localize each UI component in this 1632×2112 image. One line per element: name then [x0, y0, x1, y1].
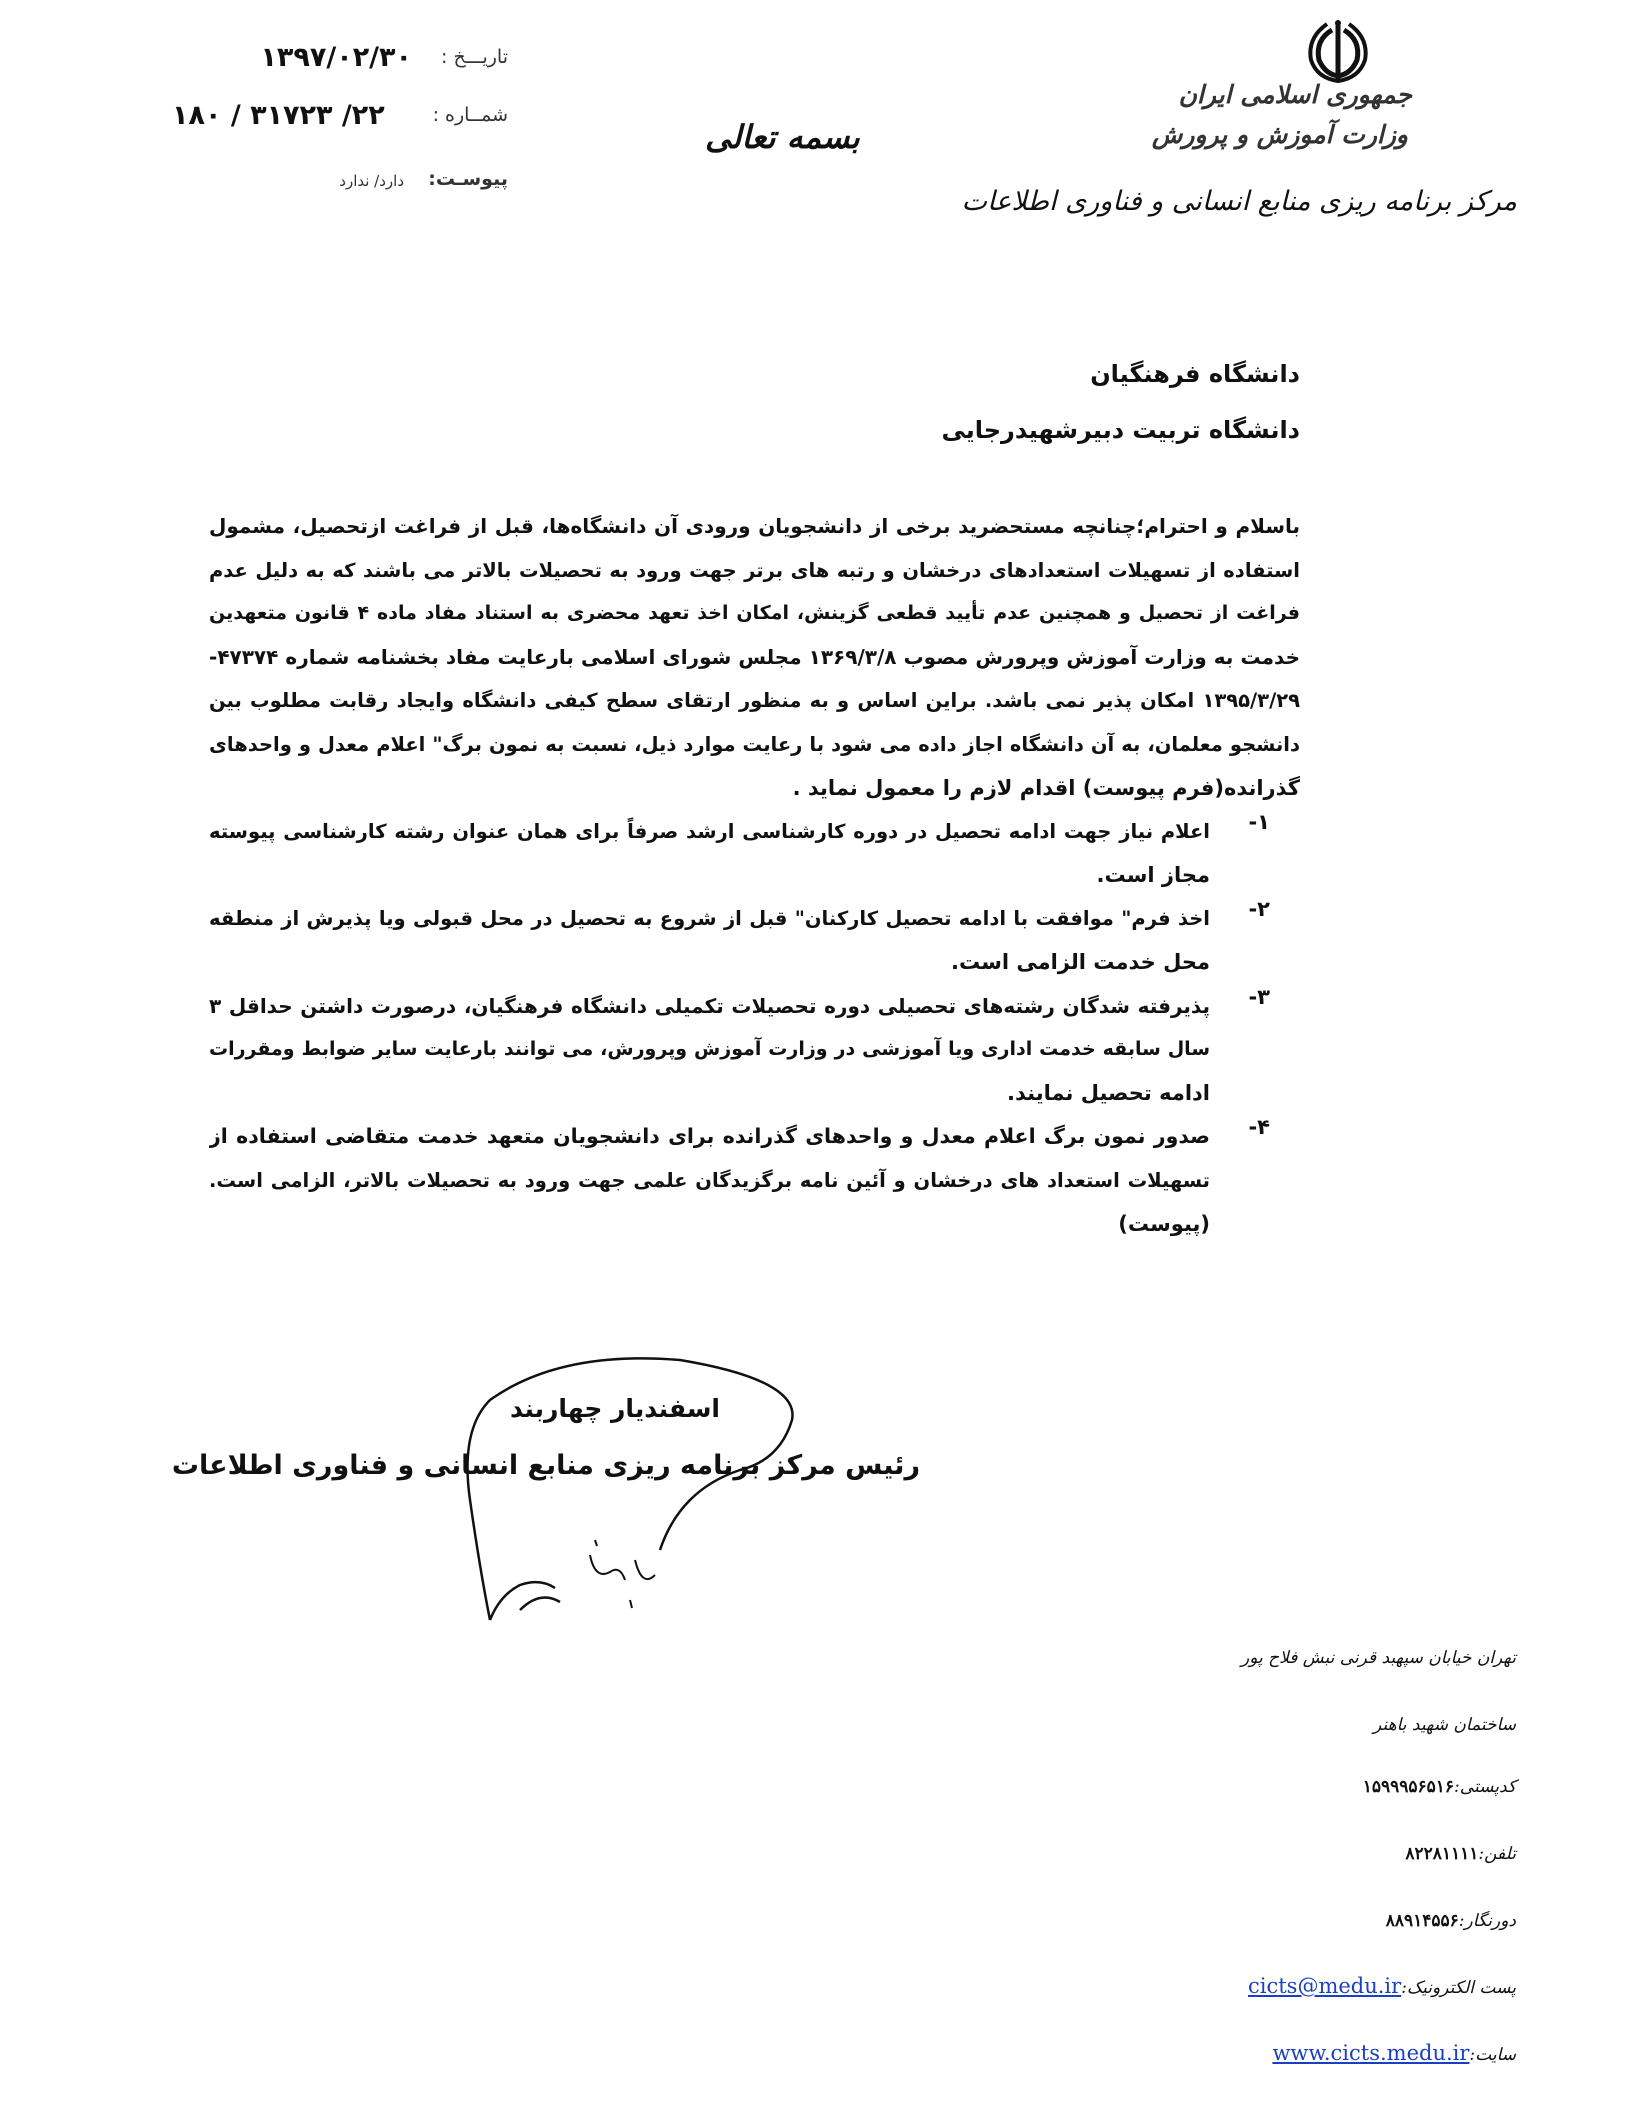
footer-building: ساختمان شهید باهنر	[1373, 1715, 1516, 1735]
item-line: ادامه تحصیل نمایند.	[1007, 1080, 1210, 1105]
site-link[interactable]: www.cicts.medu.ir	[1272, 2041, 1470, 2065]
footer-address: تهران خیابان سپهبد قرنی نبش فلاح پور	[1241, 1648, 1516, 1668]
handwritten-signature	[420, 1340, 820, 1640]
item-line: اعلام نیاز جهت ادامه تحصیل در دوره کارشناسی ارشد صرفاً برای همان عنوان رشته کارشناسی پیوسته	[209, 820, 1210, 844]
item-number: ۲-	[1248, 897, 1270, 922]
fax-value: ۸۸۹۱۴۵۵۶	[1385, 1911, 1459, 1931]
signatory-name: اسفندیار چهاربند	[510, 1394, 720, 1423]
body-line: گذرانده(فرم پیوست) اقدام لازم را معمول نماید .	[792, 775, 1300, 800]
email-link[interactable]: cicts@medu.ir	[1247, 1974, 1402, 1998]
postal-label: کدپستی:	[1454, 1777, 1516, 1797]
attachment-label: پیوسـت:	[428, 168, 508, 190]
item-line: تسهیلات استعداد های درخشان و آئین نامه برگزیدگان علمی جهت ورود به تحصیلات بالاتر، الزامی است.	[209, 1168, 1210, 1192]
email-label: پست الکترونیک:	[1401, 1978, 1516, 1998]
letter-body	[209, 505, 1300, 1246]
footer-email	[1248, 1974, 1516, 1998]
number-value: ۱۸۰ / ۳۱۷۲۳ /۲۲	[172, 100, 385, 131]
date-label: تاریـــخ :	[441, 46, 508, 68]
phone-value: ۸۲۲۸۱۱۱۱	[1405, 1844, 1479, 1864]
invocation: بسمه تعالی	[705, 118, 860, 156]
item-line: پذیرفته شدگان رشته‌های تحصیلی دوره تحصیلات تکمیلی دانشگاه فرهنگیان، درصورت داشتن حداقل ۳	[209, 993, 1210, 1018]
body-line: دانشجو معلمان، به آن دانشگاه اجاز داده می شود با رعایت موارد ذیل، نسبت به نمون برگ" اعلام معدل و واحدهای	[209, 732, 1300, 756]
list-item-1	[209, 810, 1300, 897]
footer-postal	[1363, 1777, 1516, 1797]
item-line: صدور نمون برگ اعلام معدل و واحدهای گذرانده برای دانشجویان متعهد خدمت متقاضی استفاده از	[209, 1124, 1210, 1149]
number-label: شمــاره :	[432, 104, 508, 126]
body-line: فراغت از تحصیل و همچنین عدم تأیید قطعی گزینش، امکان اخذ تعهد محضری به استناد مفاد ماده ۴ قانون متعهدین	[209, 602, 1300, 625]
recipient-2: دانشگاه تربیت دبیرشهیدرجایی	[941, 416, 1300, 444]
footer-site	[1272, 2041, 1516, 2065]
country-name: جمهوری اسلامی ایران	[1178, 80, 1412, 109]
ministry-name: وزارت آموزش و پرورش	[1151, 120, 1408, 149]
item-line: اخذ فرم" موافقت با ادامه تحصیل کارکنان" قبل از شروع به تحصیل در محل قبولی ویا پذیرش از منطقه	[209, 907, 1210, 931]
item-line: سال سابقه خدمت اداری ویا آموزشی در وزارت آموزش وپرورش، می توانند بارعایت سایر ضوابط ومقررات	[209, 1038, 1210, 1061]
center-name: مرکز برنامه ریزی منابع انسانی و فناوری اطلاعات	[961, 186, 1517, 217]
item-number: ۱-	[1248, 810, 1270, 835]
postal-value: ۱۵۹۹۹۵۶۵۱۶	[1362, 1777, 1455, 1797]
footer-fax	[1386, 1911, 1516, 1931]
list-item-2	[209, 897, 1300, 984]
item-line: (پیوست)	[1118, 1211, 1210, 1236]
footer-phone	[1405, 1844, 1516, 1864]
date-value: ۱۳۹۷/۰۲/۳۰	[260, 42, 412, 73]
body-line: باسلام و احترام؛چنانچه مستحضرید برخی از دانشجویان ورودی آن دانشگاه‌ها، قبل از فراغت ازتحصیل، مشمول	[209, 514, 1300, 538]
attachment-value: دارد/ ندارد	[339, 172, 404, 190]
list-item-3	[209, 985, 1300, 1116]
body-line: خدمت به وزارت آموزش وپرورش مصوب ۱۳۶۹/۳/۸ مجلس شورای اسلامی بارعایت مفاد بخشنامه شماره ۴۷۳۷۴-	[209, 644, 1300, 669]
signatory-title: رئیس مرکز برنامه ریزی منابع انسانی و فناوری اطلاعات	[171, 1450, 920, 1481]
item-line: مجاز است.	[1096, 862, 1210, 887]
list-item-4	[209, 1115, 1300, 1246]
item-number: ۴-	[1248, 1115, 1270, 1140]
iran-emblem-icon	[1305, 18, 1371, 84]
recipient-1: دانشگاه فرهنگیان	[1090, 360, 1300, 388]
item-line: محل خدمت الزامی است.	[951, 949, 1210, 974]
site-label: سایت:	[1469, 2045, 1516, 2065]
item-number: ۳-	[1248, 984, 1270, 1009]
body-line: ۱۳۹۵/۳/۲۹ امکان پذیر نمی باشد. براین اساس و به منظور ارتقای سطح کیفی دانشگاه وایجاد رقابت مطلوب بین	[209, 689, 1300, 713]
fax-label: دورنگار:	[1458, 1911, 1516, 1931]
body-line: استفاده از تسهیلات استعدادهای درخشان و رتبه های برتر جهت ورود به تحصیلات بالاتر می باشند که به دلیل عدم	[209, 558, 1300, 582]
phone-label: تلفن:	[1478, 1844, 1516, 1864]
